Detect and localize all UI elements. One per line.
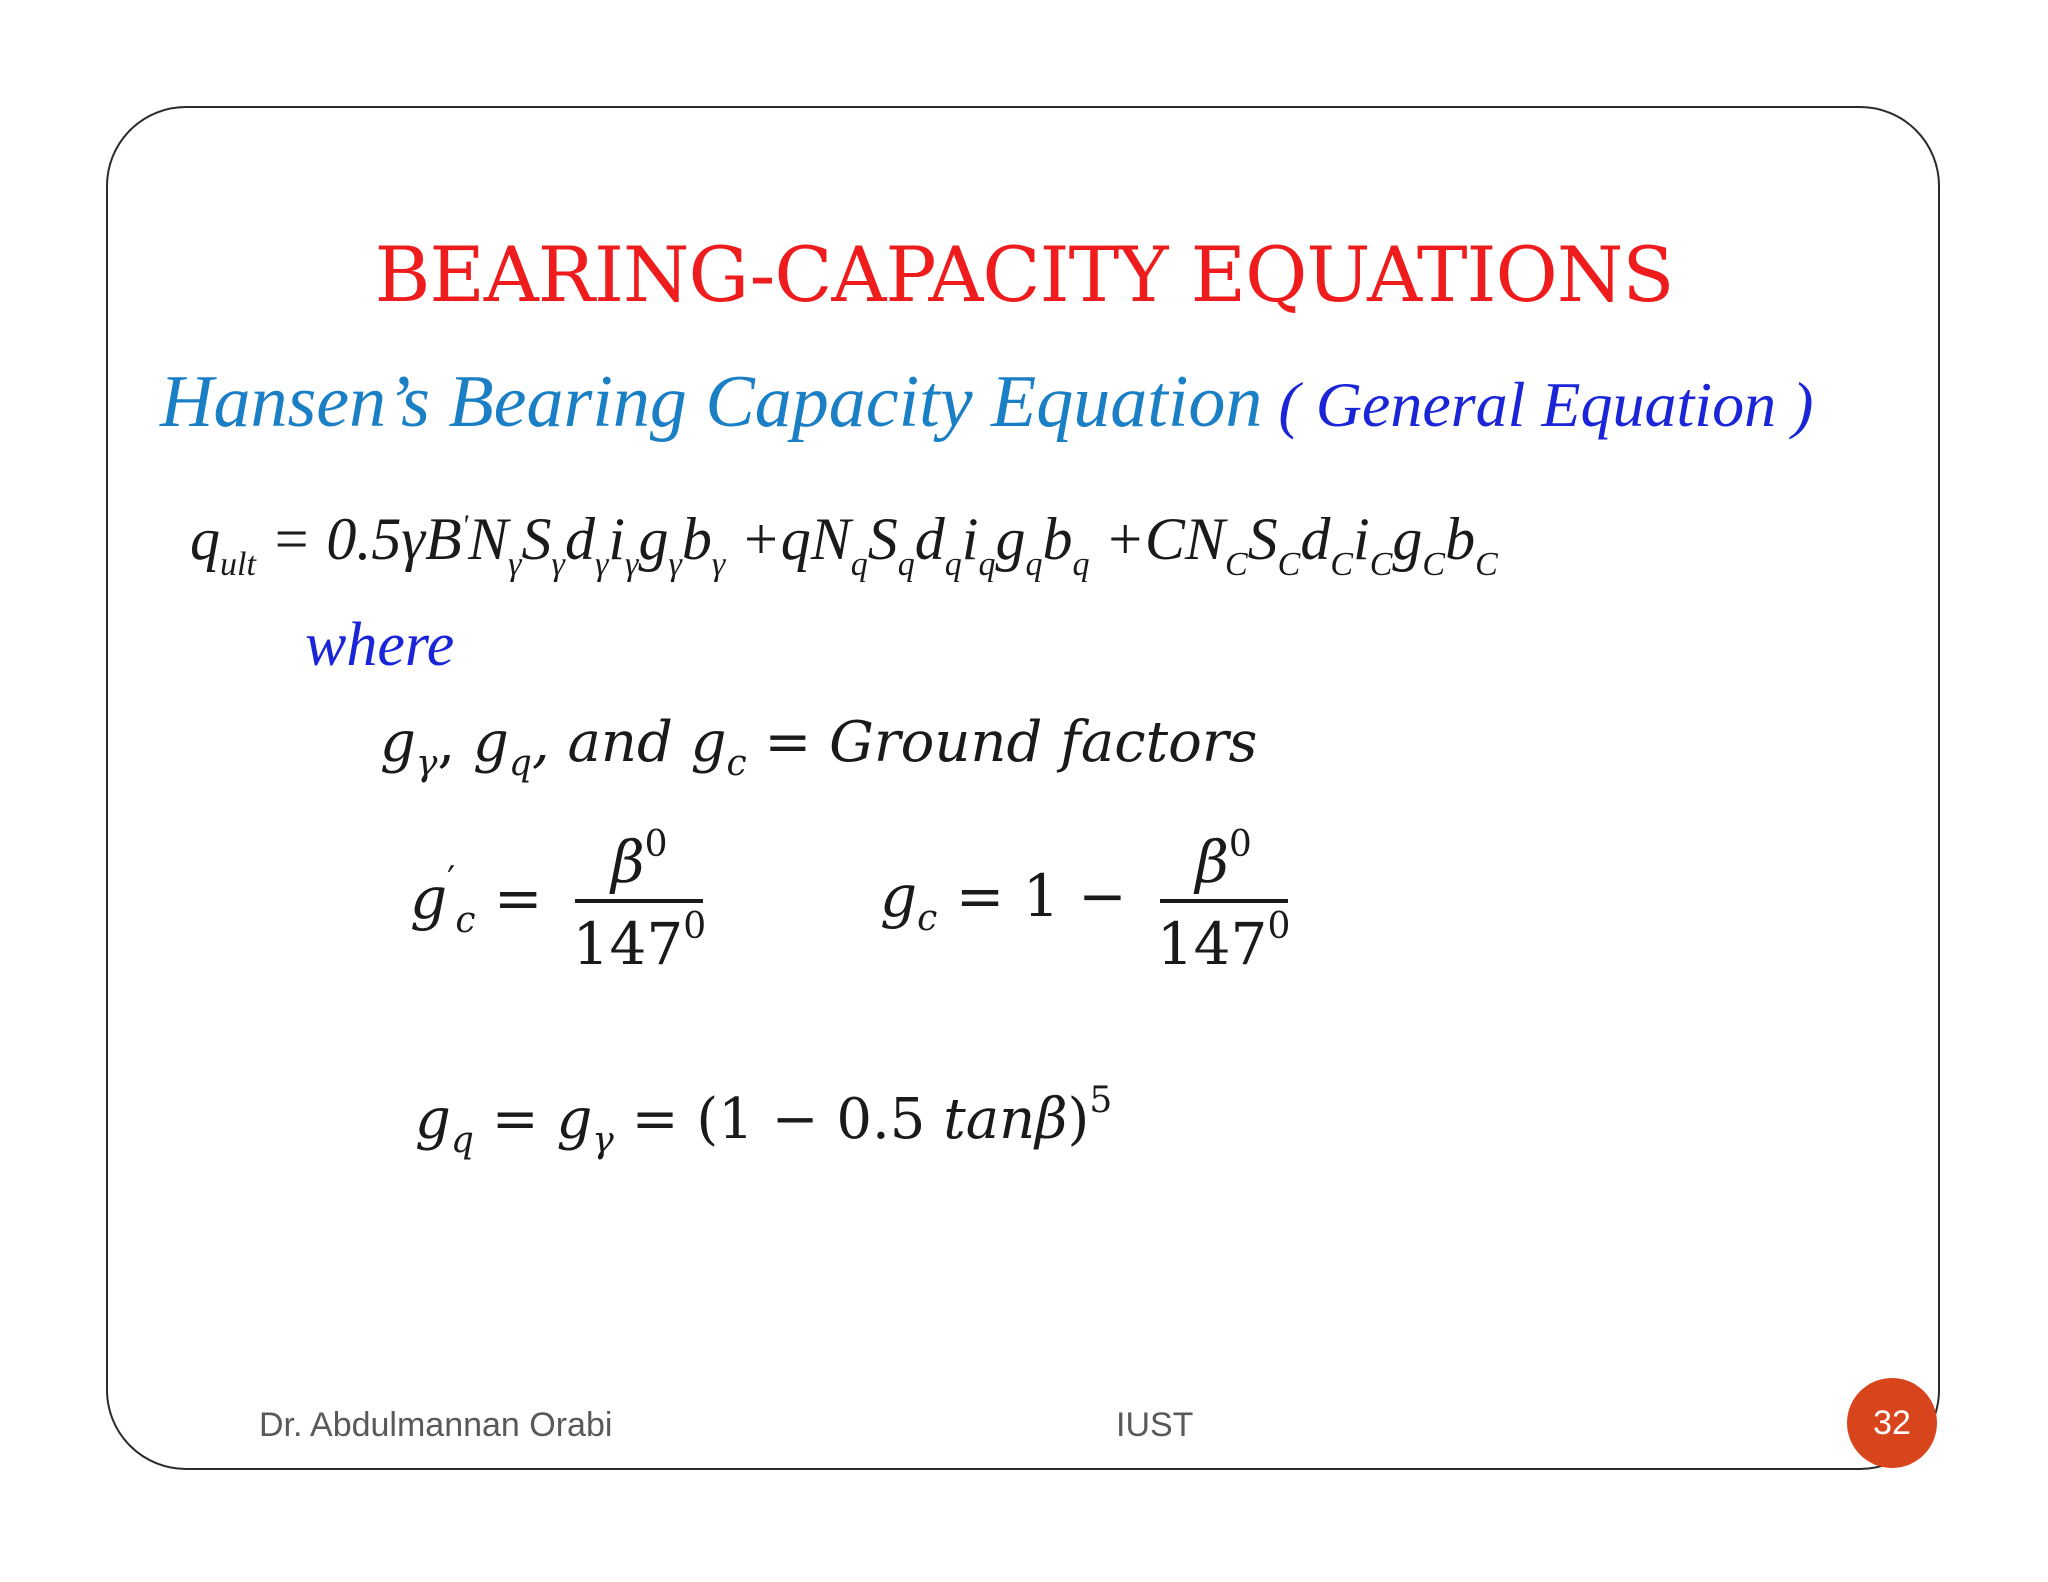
frac-den-sup: 0	[1267, 905, 1291, 947]
hansen-equation	[190, 505, 1498, 584]
slide-subtitle	[160, 360, 1813, 445]
gc-formula	[880, 825, 1290, 977]
math-var: g	[380, 710, 416, 775]
math-eq: =	[475, 864, 543, 933]
frac-num: β	[1195, 828, 1229, 896]
eq-factor: i	[1353, 506, 1370, 572]
eq-sub: C	[1369, 546, 1393, 583]
eq-sub: C	[1224, 546, 1248, 583]
eq-sub: q	[850, 546, 868, 583]
math-eq: = (1 − 0.5	[613, 1087, 944, 1152]
eq-sub: q	[978, 546, 996, 583]
math-sub: c	[726, 743, 747, 784]
where-label: where	[305, 611, 455, 679]
eq-factor: b	[1445, 506, 1476, 572]
eq-sub: γ	[625, 546, 639, 583]
eq-lhs: q	[190, 506, 220, 572]
eq-factor: d	[914, 506, 945, 572]
eq-lhs-sub: ult	[220, 546, 256, 583]
eq-sub: C	[1277, 546, 1301, 583]
frac-den-sup: 0	[683, 905, 707, 947]
eq-sub: q	[897, 546, 915, 583]
slide-title: BEARING-CAPACITY EQUATIONS	[374, 230, 1674, 319]
eq-factor: S	[1247, 506, 1278, 572]
frac-den: 147	[1156, 909, 1268, 978]
eq-sub: C	[1422, 546, 1446, 583]
fraction-bar	[575, 899, 703, 903]
math-tan: tanβ	[943, 1087, 1068, 1152]
math-eq: = 1 −	[937, 862, 1127, 931]
math-sub: γ	[415, 743, 438, 784]
math-rhs: = Ground factors	[746, 710, 1258, 775]
math-var: g	[472, 710, 509, 775]
eq-term-4: +CN	[1089, 506, 1225, 572]
eq-sub: q	[1025, 546, 1043, 583]
fraction	[1157, 825, 1291, 977]
eq-factor: d	[1300, 506, 1331, 572]
frac-num-sup: 0	[1228, 824, 1252, 865]
eq-sub: q	[1072, 546, 1090, 583]
footer-institution: IUST	[1116, 1406, 1194, 1444]
eq-sub: q	[944, 546, 962, 583]
eq-factor: S	[521, 506, 552, 572]
eq-term-2: N	[468, 506, 509, 572]
math-exp: 5	[1089, 1080, 1113, 1121]
eq-sub: γ	[508, 546, 522, 583]
math-sub: q	[450, 1120, 474, 1161]
eq-term-1: = 0.5γB	[255, 506, 462, 572]
frac-den: 147	[572, 909, 684, 978]
math-and: , and	[531, 710, 691, 775]
eq-prime: '	[461, 509, 469, 542]
math-var: g	[415, 1087, 451, 1152]
eq-factor: i	[961, 506, 979, 572]
eq-sub: C	[1330, 546, 1354, 583]
math-prime: ′	[447, 860, 456, 902]
math-var: g	[880, 862, 918, 931]
subtitle-general: ( General Equation )	[1262, 369, 1814, 440]
frac-num: β	[611, 828, 645, 896]
math-sep: ,	[437, 710, 473, 775]
math-var: g	[556, 1087, 593, 1152]
eq-factor: g	[1392, 506, 1423, 572]
math-sub: c	[455, 900, 476, 942]
eq-factor: g	[995, 506, 1026, 572]
gc-prime-formula	[410, 825, 706, 977]
math-eq: =	[473, 1087, 557, 1152]
eq-factor: i	[608, 506, 626, 572]
eq-sub: γ	[711, 546, 726, 583]
ground-factors-definition	[380, 710, 1257, 784]
eq-factor: b	[681, 506, 712, 572]
math-var: g	[690, 710, 727, 775]
eq-factor: S	[867, 506, 898, 572]
math-sub: c	[917, 898, 938, 940]
eq-sub: γ	[594, 546, 609, 583]
eq-sub: γ	[668, 546, 682, 583]
gq-formula	[415, 1080, 1112, 1161]
subtitle-main: Hansen’s Bearing Capacity Equation	[160, 361, 1263, 443]
math-sub: q	[508, 743, 532, 784]
eq-sub: γ	[551, 546, 565, 583]
footer-author: Dr. Abdulmannan Orabi	[259, 1406, 613, 1444]
eq-factor: g	[638, 506, 669, 572]
eq-factor: d	[564, 506, 595, 572]
eq-term-3: +qN	[725, 506, 851, 572]
fraction	[573, 825, 707, 977]
fraction-bar	[1160, 899, 1288, 903]
math-sub: γ	[592, 1120, 614, 1161]
math-close: )	[1067, 1087, 1090, 1152]
eq-factor: b	[1042, 506, 1073, 572]
eq-sub: C	[1475, 546, 1498, 583]
frac-num-sup: 0	[644, 824, 668, 865]
page-number-badge: 32	[1847, 1378, 1937, 1468]
math-var: g	[410, 864, 448, 933]
